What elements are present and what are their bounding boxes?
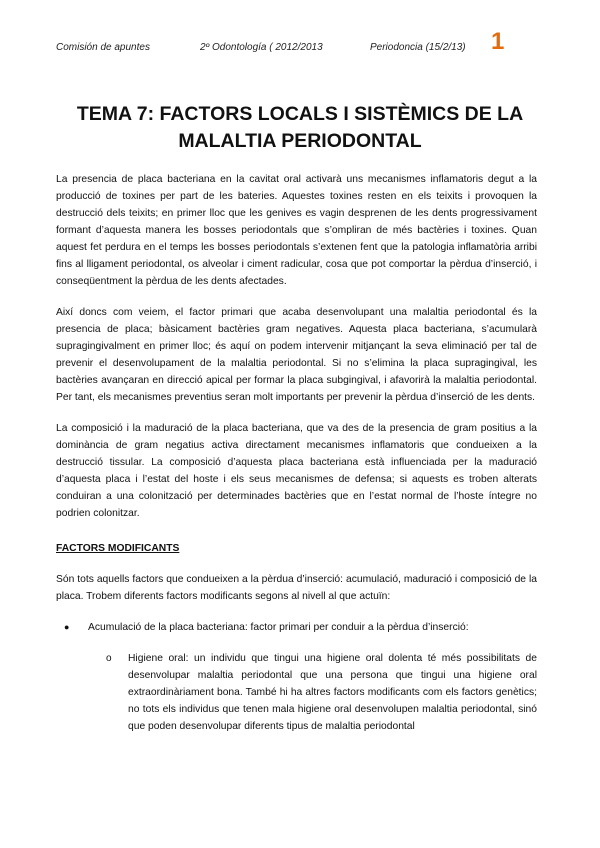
sub-bullet-icon: o [106, 653, 112, 664]
sub-list-item [56, 650, 537, 735]
page-header [50, 30, 550, 60]
bullet-text: Acumulació de la placa bacteriana: factor primari per conduir a la pèrdua d’inserció: [88, 622, 469, 633]
document-body [56, 171, 537, 735]
sub-bullet-text: Higiene oral: un individu que tingui una higiene oral dolenta té més possibilitats de desenvolupar malaltia periodontal que una persona que tingui una higiene oral extraordinàriament bona. També hi ha altres factors modificants com els factors genètics; no tots els individus que tenen mala higiene oral desenvolupen malaltia periodontal, sinó que poden desenvolupar diferents tipus de malaltia periodontal [128, 653, 537, 732]
header-course: 2º Odontología ( 2012/2013 [200, 42, 323, 53]
paragraph-2: Així doncs com veiem, el factor primari que acaba desenvolupant una malaltia periodontal és la presencia de placa; bàsicament bactèries gram negatives. Aquesta placa bacteriana, s’acumularà supragingivalment en primer lloc; és aquí on podem intervenir mitjançant la seva eliminació per tal de prevenir el desenvolupament de la malaltia periodontal. Si no s’elimina la placa supragingival, les bactèries avançaran en direcció apical per formar la placa subgingival, i afavorirà la malaltia periodontal. Per tant, els mecanismes preventius seran molt importants per prevenir la pèrdua d’inserció de les dents. [56, 307, 537, 403]
header-commission: Comisión de apuntes [56, 42, 150, 53]
document-title: TEMA 7: FACTORS LOCALS I SISTÈMICS DE LA MALALTIA PERIODONTAL [76, 103, 524, 153]
section-heading: FACTORS MODIFICANTS [56, 543, 180, 554]
paragraph-3: La composició i la maduració de la placa bacteriana, que va des de la presencia de gram positius a la dominància de gram negatius activa directament mecanismes inflamatoris que condueixen a la destrucció tissular. La composició d’aquesta placa bacteriana està influenciada per la maduració d’aquesta placa i l’estat del hoste i els seus mecanismes de defensa; si aquests es troben alterats conduiran a una colonització per determinades bactèries que en l’estat normal de l’hoste íntegre no podrien colonitzar. [56, 423, 537, 519]
section-intro: Són tots aquells factors que condueixen a la pèrdua d’inserció: acumulació, maduració i composició de la placa. Trobem diferents factors modificants segons al nivell al que actuïn: [56, 574, 537, 602]
list-item [56, 619, 537, 636]
bullet-icon: ● [64, 622, 70, 632]
header-subject: Periodoncia (15/2/13) [370, 42, 466, 53]
paragraph-1: La presencia de placa bacteriana en la cavitat oral activarà uns mecanismes inflamatoris degut a la producció de toxines per part de les bateries. Aquestes toxines resten en els teixits i provoquen la destrucció dels teixits; en primer lloc que les genives es vagin desprenen de les dents progressivament formant d’aquesta manera les bosses periodontals que s’ompliran de més bactèries i toxines. Quan aquest fet perdura en el temps les bosses periodontals s’extenen fent que la patologia inflamatòria arribi fins al lligament periodontal, os alveolar i ciment radicular, cosa que pot comportar la pèrdua d’inserció, i conseqüentment la pèrdua de les dents afectades. [56, 174, 537, 287]
page-number: 1 [491, 28, 505, 55]
